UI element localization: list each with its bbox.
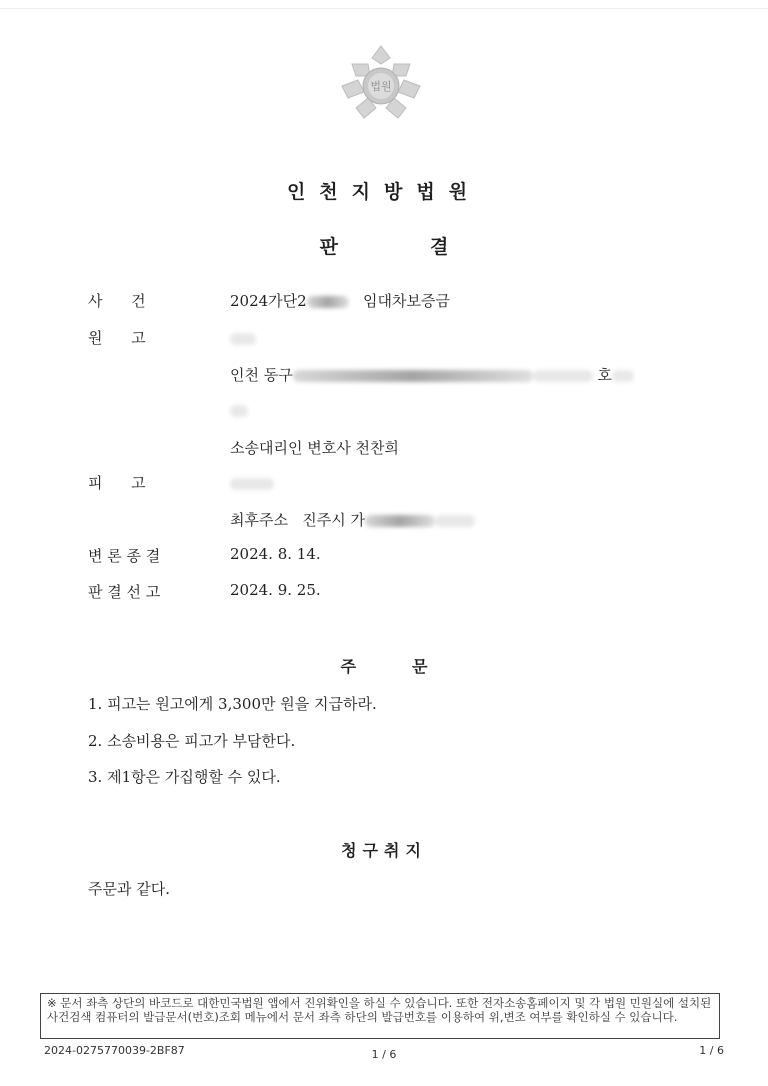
plaintiff-address: 인천 동구 bbox=[230, 366, 293, 384]
attorney: 소송대리인 변호사 천찬희 bbox=[230, 439, 399, 457]
plaintiff-label: 원 고 bbox=[88, 329, 146, 347]
document-type bbox=[0, 232, 768, 259]
order-item-2: 2. 소송비용은 피고가 부담한다. bbox=[88, 732, 296, 750]
plaintiff-address-row bbox=[230, 364, 634, 385]
emblem-text: 법원 bbox=[370, 80, 392, 93]
judgment-date-label: 판 결 선 고 bbox=[88, 583, 161, 601]
defendant-address-tail: 가 bbox=[350, 511, 366, 529]
case-number: 2024가단2 bbox=[230, 292, 307, 310]
hearing-end-date: 2024. 8. 14. bbox=[230, 545, 321, 563]
page-number-center: 1 / 6 bbox=[371, 1048, 397, 1061]
redacted-mark bbox=[307, 296, 349, 308]
redacted-mark bbox=[365, 515, 435, 527]
hearing-end-label: 변 론 종 결 bbox=[88, 547, 161, 565]
defendant-name-redacted bbox=[230, 474, 274, 492]
case-title: 임대차보증금 bbox=[363, 292, 450, 310]
page-number-right: 1 / 6 bbox=[699, 1044, 724, 1057]
defendant-label: 피 고 bbox=[88, 474, 146, 492]
defendant-address-row bbox=[230, 509, 475, 530]
defendant-address-label: 최후주소 bbox=[230, 511, 288, 529]
redacted-mark bbox=[293, 370, 533, 382]
top-edge-line bbox=[0, 8, 768, 9]
order-item-3: 3. 제1항은 가집행할 수 있다. bbox=[88, 768, 281, 786]
case-number-row bbox=[230, 290, 450, 311]
court-name: 인천지방법원 bbox=[286, 181, 482, 203]
defendant-address: 진주시 bbox=[302, 511, 346, 529]
judgment-date: 2024. 9. 25. bbox=[230, 581, 321, 599]
claim-text: 주문과 같다. bbox=[88, 880, 170, 898]
case-label: 사 건 bbox=[88, 292, 146, 310]
plaintiff-address-line2-redacted bbox=[230, 401, 248, 419]
document-type-right: 결 bbox=[430, 236, 449, 258]
document-type-left: 판 bbox=[319, 236, 338, 258]
plaintiff-name-redacted bbox=[230, 329, 256, 347]
verification-notice: ※ 문서 좌측 상단의 바코드로 대한민국법원 앱에서 진위확인을 하실 수 있습니다. 또한 전자소송홈페이지 및 각 법원 민원실에 설치된 사건검색 컴퓨터의 발급문서(번호)조회 메뉴에서 문서 좌측 하단의 발급번호를 이용하여 위,변조 여부를 확인하실 수 있습니다. bbox=[40, 993, 720, 1039]
order-item-1: 1. 피고는 원고에게 3,300만 원을 지급하라. bbox=[88, 695, 377, 713]
order-title: 주 문 bbox=[340, 657, 428, 676]
claim-title: 청구취지 bbox=[341, 841, 427, 860]
court-emblem-icon bbox=[338, 42, 424, 124]
plaintiff-address-tail: 호 bbox=[597, 366, 613, 384]
issue-number: 2024-0275770039-2BF87 bbox=[44, 1044, 185, 1057]
